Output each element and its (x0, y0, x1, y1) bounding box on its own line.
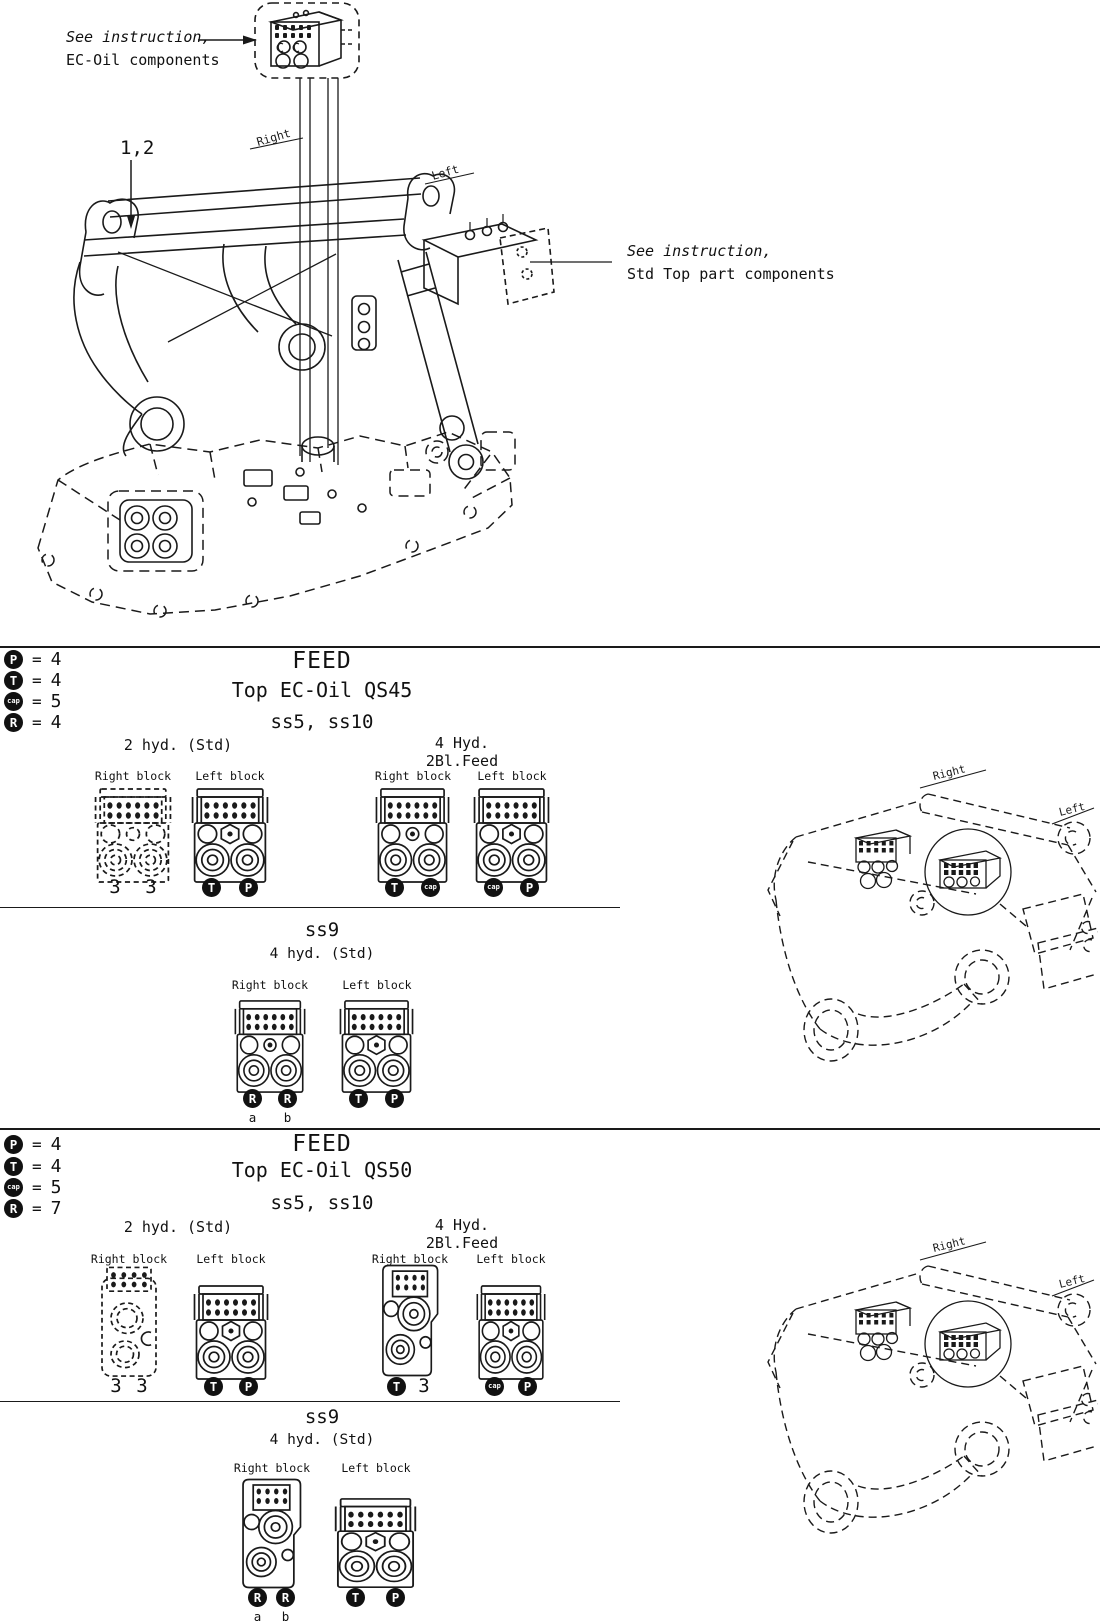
iso-left-label: Left (1057, 1271, 1087, 1291)
section-title: FEED (292, 648, 352, 674)
right-block-drawing (374, 788, 451, 889)
port-badge-P: P (385, 1089, 404, 1108)
section-subtitle: Top EC-Oil QS45 (231, 678, 413, 702)
port-badge-cap: cap (485, 1377, 504, 1396)
legend-row (4, 1177, 61, 1198)
legend-row (4, 712, 61, 733)
ref-label-1-2: 1,2 (120, 137, 155, 159)
frame-left-label: Left (429, 161, 461, 183)
port-badge-T: T (4, 671, 23, 690)
block-label: Left block (196, 1252, 266, 1266)
legend-row (4, 649, 61, 670)
frame-right-label: Right (254, 125, 293, 149)
legend-row (4, 1198, 61, 1219)
legend-equals: = (32, 671, 42, 690)
left-block-drawing (192, 1285, 270, 1386)
port-sub-label: b (283, 1110, 292, 1125)
ss9-subtitle: 4 hyd. (Std) (269, 1432, 375, 1448)
left-block-drawing (338, 1000, 415, 1099)
port-label-plain: 3 (110, 1375, 122, 1397)
port-label-plain: 3 (418, 1375, 430, 1397)
port-badge-P: P (239, 1377, 258, 1396)
right-block-drawing (100, 1266, 158, 1382)
port-badge-P: P (386, 1588, 405, 1607)
port-badge-cap: cap (421, 878, 440, 897)
port-badge-P: P (4, 1135, 23, 1154)
port-badge-T: T (202, 878, 221, 897)
iso-right-label: Right (931, 1234, 967, 1255)
block-label: Left block (341, 1461, 411, 1475)
iso-right-label: Right (931, 762, 967, 783)
section-subtitle: Top EC-Oil QS50 (231, 1158, 413, 1182)
port-badge-R: R (243, 1089, 262, 1108)
port-sub-label: a (253, 1609, 262, 1624)
group-heading: 4 Hyd. (434, 1216, 490, 1234)
ecoil-callout-line2: EC-Oil components (66, 50, 220, 69)
block-label: Right block (231, 978, 309, 992)
legend-equals: = (32, 713, 42, 732)
section-models: ss5, ss10 (270, 1192, 374, 1214)
port-badge-R: R (4, 1199, 23, 1218)
port-badge-P: P (239, 878, 258, 897)
port-badge-R: R (248, 1588, 267, 1607)
legend-value: 5 (50, 691, 62, 712)
ss9-title: ss9 (304, 1406, 340, 1428)
left-block-drawing (475, 1285, 547, 1386)
std-callout-line1: See instruction, (627, 242, 772, 260)
ecoil-callout-text (66, 26, 220, 71)
right-block-drawing (93, 788, 173, 889)
right-block-drawing (380, 1264, 440, 1382)
legend-equals: = (32, 1199, 42, 1218)
port-badge-R: R (278, 1089, 297, 1108)
block-label: Left block (477, 769, 547, 783)
port-badge-cap: cap (4, 692, 23, 711)
port-label-plain: 3 (109, 876, 121, 898)
port-badge-P: P (4, 650, 23, 669)
block-label: Right block (94, 769, 172, 783)
block-label: Left block (476, 1252, 546, 1266)
std-callout-text (627, 240, 835, 285)
ecoil-callout-box (255, 3, 359, 78)
port-badge-T: T (385, 878, 404, 897)
port-badge-T: T (349, 1089, 368, 1108)
hose-lines (300, 78, 338, 465)
section-title: FEED (292, 1131, 352, 1157)
group-heading-line2: 2Bl.Feed (425, 1234, 499, 1252)
ecoil-callout-line1: See instruction, (66, 28, 211, 46)
legend-value: 4 (50, 670, 62, 691)
legend-value: 7 (50, 1198, 62, 1219)
right-block-drawing (233, 1000, 307, 1099)
block-label: Left block (342, 978, 412, 992)
group-heading: 2 hyd. (Std) (123, 736, 233, 754)
block-label: Right block (371, 1252, 449, 1266)
ss9-title: ss9 (304, 919, 340, 941)
left-block-drawing (472, 788, 551, 889)
legend-equals: = (32, 1178, 42, 1197)
port-badge-T: T (204, 1377, 223, 1396)
right-block-drawing (240, 1478, 303, 1594)
block-label: Right block (90, 1252, 168, 1266)
row-divider (0, 1401, 620, 1402)
port-badge-cap: cap (4, 1178, 23, 1197)
legend-value: 5 (50, 1177, 62, 1198)
port-label-plain: 3 (145, 876, 157, 898)
coupler-iso-drawing (738, 1214, 1098, 1544)
port-badge-cap: cap (484, 878, 503, 897)
legend-equals: = (32, 692, 42, 711)
machine-base-dashed (38, 432, 515, 617)
legend-row (4, 1156, 61, 1177)
port-badge-P: P (520, 878, 539, 897)
legend-equals: = (32, 650, 42, 669)
std-callout-line2: Std Top part components (627, 264, 835, 283)
left-block-drawing (190, 788, 270, 889)
port-sub-label: b (281, 1609, 290, 1624)
legend-value: 4 (50, 1134, 62, 1155)
section-divider (0, 646, 1100, 648)
section-divider (0, 1128, 1100, 1130)
left-block-drawing (333, 1498, 418, 1594)
port-sub-label: a (248, 1110, 257, 1125)
port-badge-T: T (346, 1588, 365, 1607)
iso-left-label: Left (1057, 799, 1087, 819)
port-badge-T: T (387, 1377, 406, 1396)
coupler-frame (74, 174, 554, 562)
port-badge-R: R (276, 1588, 295, 1607)
ss9-subtitle: 4 hyd. (Std) (269, 946, 375, 962)
legend-row (4, 670, 61, 691)
block-label: Right block (233, 1461, 311, 1475)
legend-value: 4 (50, 712, 62, 733)
coupler-exploded-drawing (0, 0, 1100, 634)
legend-equals: = (32, 1135, 42, 1154)
legend-value: 4 (50, 649, 62, 670)
port-badge-T: T (4, 1157, 23, 1176)
legend-equals: = (32, 1157, 42, 1176)
group-heading-line2: 2Bl.Feed (425, 752, 499, 770)
port-badge-P: P (518, 1377, 537, 1396)
block-label: Left block (195, 769, 265, 783)
port-label-plain: 3 (136, 1375, 148, 1397)
group-heading: 4 Hyd. (434, 734, 490, 752)
group-heading: 2 hyd. (Std) (123, 1218, 233, 1236)
port-badge-R: R (4, 713, 23, 732)
legend-row (4, 1134, 61, 1155)
legend-row (4, 691, 61, 712)
legend-value: 4 (50, 1156, 62, 1177)
coupler-iso-drawing (738, 742, 1098, 1072)
row-divider (0, 907, 620, 908)
section-models: ss5, ss10 (270, 711, 374, 733)
block-label: Right block (374, 769, 452, 783)
